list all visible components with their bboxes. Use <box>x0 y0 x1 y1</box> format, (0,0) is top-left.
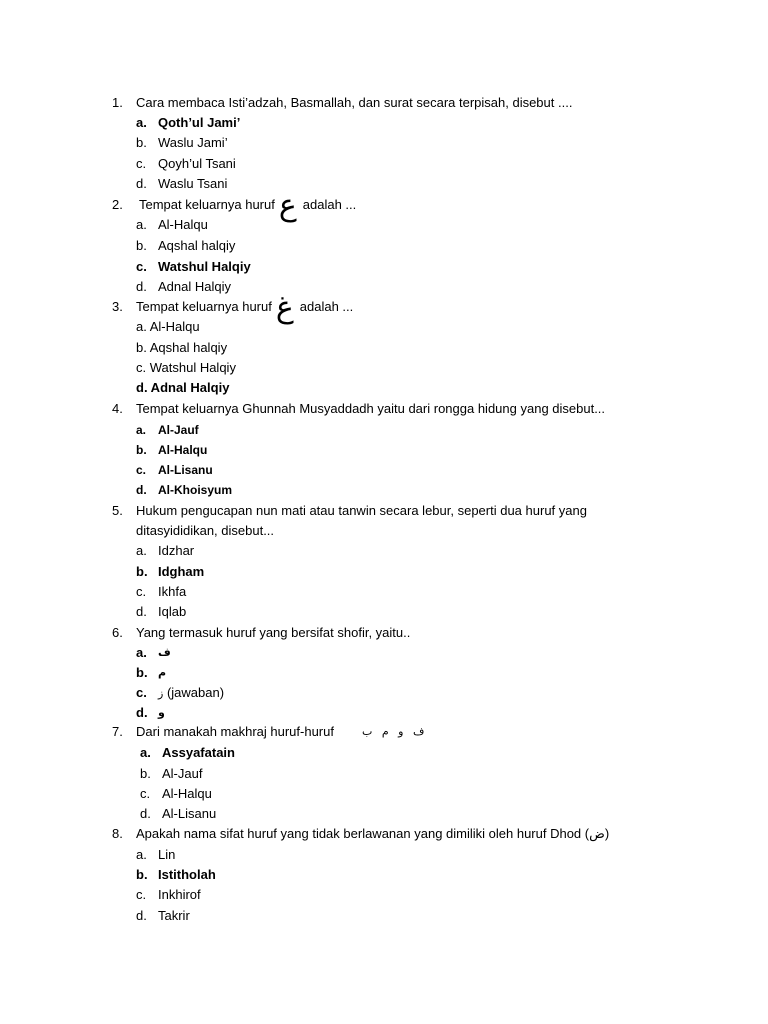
option-3d: d. Adnal Halqiy <box>136 380 230 395</box>
option-2d: d. Adnal Halqiy <box>136 279 231 294</box>
question-6 <box>0 623 768 643</box>
question-number: 8. <box>112 826 123 841</box>
option-8a: a. Lin <box>136 847 176 862</box>
question-text-end: adalah ... <box>302 197 357 212</box>
question-number: 7. <box>112 724 123 739</box>
question-text: Tempat keluarnya huruf <box>136 299 272 314</box>
option-6d: d. و <box>136 705 165 720</box>
option-1a: a. Qoth’ul Jami’ <box>136 115 241 130</box>
option-2a: a. Al-Halqu <box>136 217 208 232</box>
question-4 <box>0 399 768 419</box>
option-4c: c. Al-Lisanu <box>136 463 213 477</box>
option-4b: b. Al-Halqu <box>136 443 208 457</box>
option-5a: a. Idzhar <box>136 543 195 558</box>
question-number: 5. <box>112 503 123 518</box>
option-6b: b. م <box>136 665 167 680</box>
question-number: 1. <box>112 95 123 110</box>
question-number: 3. <box>112 299 123 314</box>
option-1d: d. Waslu Tsani <box>136 176 228 191</box>
question-text: Apakah nama sifat huruf yang tidak berlawanan yang dimiliki oleh huruf Dhod (ض) <box>136 826 610 841</box>
option-8b: b. Istitholah <box>136 867 216 882</box>
option-5d: d. Iqlab <box>136 604 187 619</box>
option-3c: c. Watshul Halqiy <box>136 360 236 375</box>
option-4d: d. Al-Khoisyum <box>136 483 233 497</box>
question-number: 6. <box>112 625 123 640</box>
question-text: Dari manakah makhraj huruf-huruf <box>136 724 334 739</box>
question-number: 4. <box>112 401 123 416</box>
question-number: 2. <box>112 197 123 212</box>
option-7d: d. Al-Lisanu <box>140 806 217 821</box>
arabic-letter-ghain: غ <box>275 289 294 325</box>
question-3 <box>0 289 768 325</box>
option-5c: c. Ikhfa <box>136 584 187 599</box>
option-5b: b. Idgham <box>136 564 205 579</box>
option-2c: c. Watshul Halqiy <box>136 259 251 274</box>
option-8c: c. Inkhirof <box>136 887 201 902</box>
question-text: Yang termasuk huruf yang bersifat shofir, yaitu.. <box>136 625 411 640</box>
option-3b: b. Aqshal halqiy <box>136 340 228 355</box>
question-text-end: adalah ... <box>299 299 354 314</box>
question-text: Tempat keluarnya huruf <box>139 197 275 212</box>
question-5 <box>0 501 768 521</box>
question-text-line2: ditasyididikan, disebut... <box>136 523 275 538</box>
answer-note: (jawaban) <box>166 685 225 700</box>
option-7a: a. Assyafatain <box>140 745 235 760</box>
option-6c-letter: ز <box>158 687 164 700</box>
option-7c: c. Al-Halqu <box>140 786 212 801</box>
option-7b: b. Al-Jauf <box>140 766 203 781</box>
question-7 <box>0 722 768 742</box>
option-6c: c. ز (jawaban) <box>136 685 225 700</box>
question-8 <box>0 824 768 844</box>
option-8d: d. Takrir <box>136 908 190 923</box>
option-2b: b. Aqshal halqiy <box>136 238 236 253</box>
question-1 <box>0 93 768 113</box>
question-text: Cara membaca Isti’adzah, Basmallah, dan surat secara terpisah, disebut .... <box>136 95 573 110</box>
option-1c: c. Qoyh’ul Tsani <box>136 156 236 171</box>
option-4a: a. Al-Jauf <box>136 423 199 437</box>
arabic-letters: ف و م ب <box>362 725 425 738</box>
question-2 <box>0 187 768 223</box>
option-6a: a. ف <box>136 645 171 660</box>
question-text: Tempat keluarnya Ghunnah Musyaddadh yaitu dari rongga hidung yang disebut... <box>136 401 606 416</box>
option-1b: b. Waslu Jami’ <box>136 135 228 150</box>
option-3a: a. Al-Halqu <box>136 319 200 334</box>
arabic-letter-ain: ع <box>278 187 297 223</box>
question-text-line1: Hukum pengucapan nun mati atau tanwin secara lebur, seperti dua huruf yang <box>136 503 587 518</box>
